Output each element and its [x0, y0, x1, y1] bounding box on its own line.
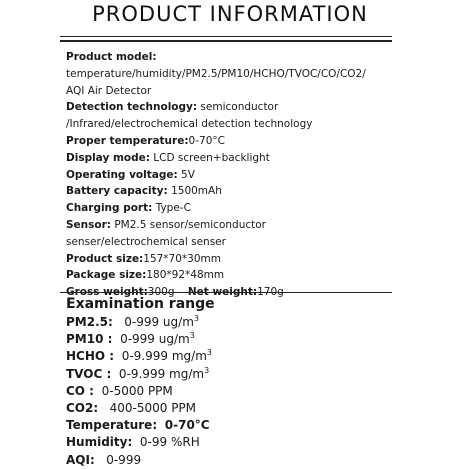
spec-label: Battery capacity: [66, 185, 168, 198]
spec-display [66, 150, 456, 167]
spec-value: 1500mAh [171, 185, 222, 198]
spec-label: Package size: [66, 269, 147, 282]
exam-unit-sup: 3 [193, 314, 199, 323]
spec-label: Charging port: [66, 202, 153, 215]
page-title: PRODUCT INFORMATION [92, 2, 368, 26]
examination-range-title: Examination range [66, 296, 215, 312]
spec-value: 157*70*30mm [143, 252, 221, 265]
exam-label: HCHO : [66, 349, 115, 364]
exam-unit-sup: 3 [204, 365, 210, 375]
spec-label: Operating voltage: [66, 168, 178, 181]
exam-row-aqi [66, 452, 456, 469]
spec-package-size [66, 267, 456, 284]
exam-label: AQI: [66, 452, 95, 467]
spec-label: Product size: [66, 252, 144, 265]
spec-value: 300g [147, 286, 175, 299]
spec-detection [66, 99, 456, 116]
spec-label: Detection technology: [66, 101, 198, 114]
exam-value: 0-9.999 mg/m [118, 366, 205, 381]
exam-row-tvoc [66, 366, 456, 383]
exam-row-pm10 [66, 331, 456, 348]
exam-value: 0-70°C [164, 418, 210, 433]
spec-label: Net weight: [187, 286, 258, 299]
spec-charging [66, 200, 456, 217]
exam-row-hcho [66, 348, 456, 365]
spec-value: LCD screen+backlight [153, 151, 270, 164]
spec-label: Display mode: [66, 151, 150, 164]
spec-value: /Infrared/electrochemical detection technology [66, 118, 313, 131]
exam-label: PM2.5: [66, 315, 113, 329]
exam-value: 0-999 ug/m [124, 315, 194, 329]
exam-row-temperature [66, 417, 456, 434]
exam-unit-sup: 3 [189, 331, 195, 341]
section-divider [60, 292, 392, 293]
spec-battery [66, 183, 456, 200]
exam-row-co [66, 383, 456, 400]
spec-label: Proper temperature: [66, 134, 189, 147]
spec-model-value [66, 66, 456, 83]
spec-sensor-cont [66, 234, 456, 251]
exam-unit-sup: 3 [206, 348, 212, 358]
exam-value: 0-5000 PPM [101, 383, 173, 398]
spec-value: senser/electrochemical senser [66, 235, 226, 248]
title-divider-top [60, 36, 392, 37]
exam-row-pm25 [66, 314, 456, 331]
exam-label: Temperature: [66, 418, 158, 433]
spec-model [66, 49, 456, 66]
title-divider-bottom [60, 40, 392, 42]
exam-row-co2 [66, 400, 456, 417]
spec-voltage [66, 167, 456, 184]
spec-detection-cont [66, 116, 456, 133]
spec-label: Gross weight: [66, 286, 148, 299]
exam-label: TVOC : [66, 366, 112, 381]
spec-value: semiconductor [200, 101, 279, 114]
exam-label: Humidity: [66, 435, 133, 450]
spec-sensor [66, 217, 456, 234]
spec-model-value-cont [66, 83, 456, 100]
spec-value: AQI Air Detector [66, 84, 152, 97]
exam-value: 0-99 %RH [139, 435, 200, 450]
exam-value: 400-5000 PPM [109, 400, 197, 415]
exam-label: CO2: [66, 400, 99, 415]
spec-value: 170g [257, 286, 284, 299]
spec-label: Product model: [66, 51, 157, 63]
spec-label: Sensor: [66, 218, 111, 231]
spec-value: 5V [181, 168, 195, 181]
exam-row-humidity [66, 434, 456, 451]
examination-range-list [66, 314, 456, 469]
exam-value: 0-999 ug/m [120, 332, 190, 347]
spec-product-size [66, 251, 456, 268]
spec-proper-temperature [66, 133, 456, 150]
spec-value: Type-C [155, 202, 191, 215]
spec-value: 180*92*48mm [146, 269, 225, 282]
exam-label: PM10 : [66, 332, 113, 347]
spec-value: PM2.5 sensor/semiconductor [114, 218, 266, 231]
spec-value: 0-70°C [188, 134, 225, 147]
exam-label: CO : [66, 383, 94, 398]
spec-value: temperature/humidity/PM2.5/PM10/HCHO/TVOC/CO/CO2/ [66, 67, 366, 80]
spec-list [66, 49, 456, 301]
exam-value: 0-999 [106, 452, 142, 467]
exam-value: 0-9.999 mg/m [121, 349, 207, 364]
